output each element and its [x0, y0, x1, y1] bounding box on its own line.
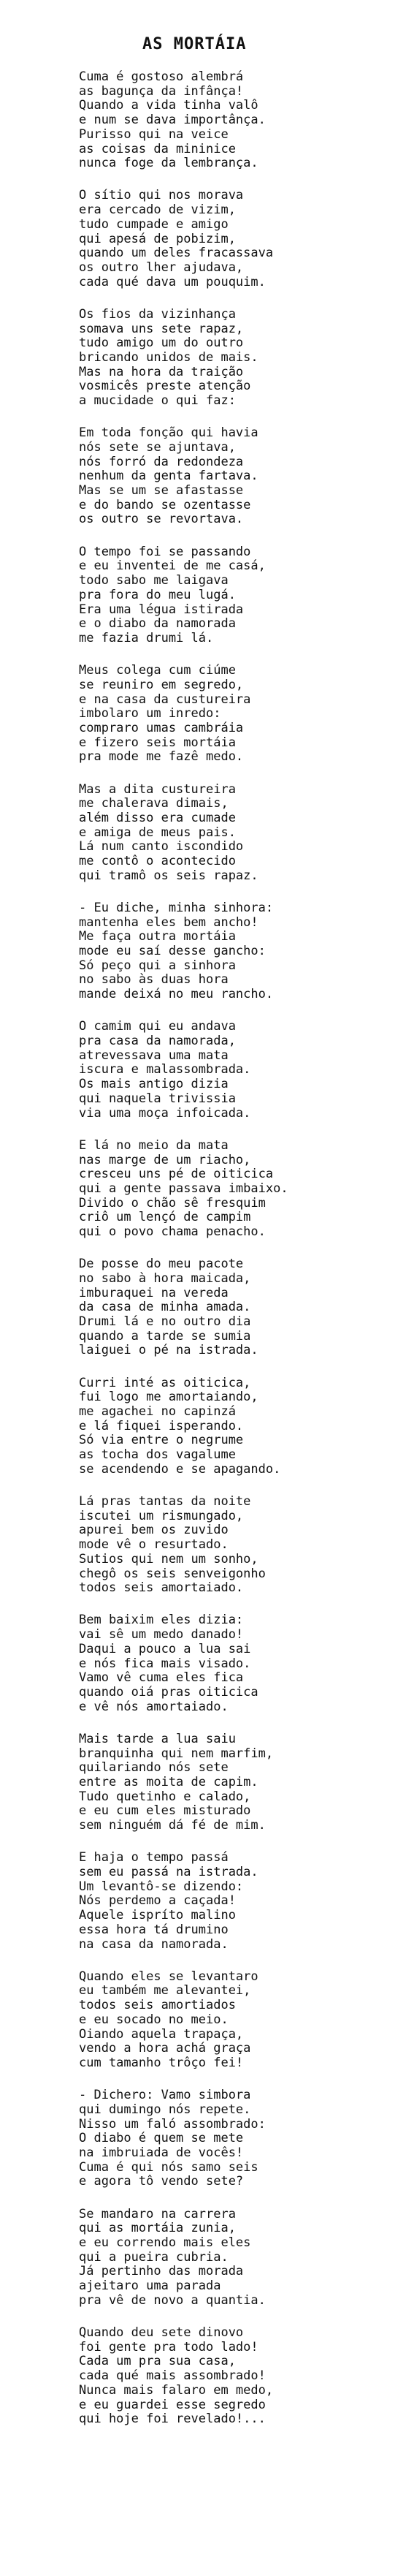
poem-line: Era uma légua istirada: [79, 602, 244, 617]
poem-line: Bem baixim eles dizia:: [79, 1613, 244, 1628]
poem-line: Os mais antigo dizia: [79, 1077, 229, 1092]
poem-line: eu também me alevantei,: [79, 1983, 251, 1999]
poem-line: e do bando se ozentasse: [79, 497, 251, 512]
poem-line: fui logo me amortaiando,: [79, 1390, 258, 1405]
poem-line: cada qué mais assombrado!: [79, 2368, 266, 2384]
poem-line: laiguei o pé na istrada.: [79, 1343, 258, 1358]
poem-line: iscutei um rismungado,: [79, 1508, 244, 1523]
poem-line: iscura e malassombrada.: [79, 1062, 251, 1077]
poem-line: Meus colega cum ciúme: [79, 663, 236, 678]
poem-line: somava uns sete rapaz,: [79, 321, 244, 336]
stanza: [79, 1613, 400, 1714]
poem-line: - Dichero: Vamo simbora: [79, 2088, 251, 2103]
poem-line: atrevessava uma mata: [79, 1048, 229, 1063]
poem-line: se acendendo e se apagando.: [79, 1461, 281, 1477]
poem-line: Sutios qui nem um sonho,: [79, 1551, 258, 1567]
poem-line: qui apesá de pobizim,: [79, 231, 236, 246]
poem-line: pra mode me fazê medo.: [79, 749, 244, 765]
poem-line: Nisso um faló assombrado:: [79, 2116, 266, 2132]
poem-line: Os fios da vizinhança: [79, 306, 236, 322]
poem-line: na imbruiada de vocês!: [79, 2145, 244, 2160]
poem-line: O tempo foi se passando: [79, 544, 251, 559]
poem-line: qui hoje foi revelado!...: [79, 2412, 266, 2427]
poem-line: entre as moita de capim.: [79, 1775, 258, 1790]
poem-line: Nós perdemo a caçada!: [79, 1893, 236, 1909]
poem-line: Quando deu sete dinovo: [79, 2325, 244, 2341]
poem-line: e o diabo da namorada: [79, 616, 236, 632]
poem-line: vendo a hora achá graça: [79, 2041, 251, 2056]
stanza: [79, 1495, 400, 1596]
poem-line: tudo amigo um do outro: [79, 336, 244, 351]
stanza: [79, 783, 400, 884]
poem-line: Quando a vida tinha valô: [79, 98, 258, 113]
poem-line: cum tamanho trôço fei!: [79, 2055, 244, 2070]
poem-line: me agachei no capinzá: [79, 1404, 236, 1420]
poem-line: compraro umas cambráia: [79, 720, 244, 735]
stanza: [79, 1020, 400, 1121]
poem-line: Divido o chão sê fresquim: [79, 1195, 266, 1211]
poem-line: Daqui a pouco a lua sai: [79, 1641, 251, 1656]
poem-line: na casa da namorada.: [79, 1936, 229, 1952]
poem-line: pra vê de novo a quantia.: [79, 2292, 266, 2308]
poem-line: e eu guardei esse segredo: [79, 2397, 266, 2412]
poem-line: Mas a dita custureira: [79, 781, 236, 797]
poem-line: Nunca mais falaro em medo,: [79, 2382, 274, 2398]
poem-line: Purisso qui na veice: [79, 126, 229, 142]
poem-line: além disso era cumade: [79, 810, 236, 825]
stanza: [79, 189, 400, 289]
poem-line: sem eu passá na istrada.: [79, 1865, 258, 1880]
poem-line: vai sê um medo danado!: [79, 1627, 244, 1643]
poem-line: e fizero seis mortáia: [79, 735, 236, 750]
poem-line: era cercado de vizim,: [79, 202, 236, 218]
poem-line: e amiga de meus pais.: [79, 825, 236, 840]
poem-line: Me faça outra mortáia: [79, 929, 236, 944]
stanza: [79, 1257, 400, 1358]
poem-body: [79, 70, 400, 2444]
poem-line: as tocha dos vagalume: [79, 1447, 236, 1463]
poem-line: Lá num canto iscondido: [79, 839, 244, 855]
poem-line: O camim qui eu andava: [79, 1019, 236, 1034]
stanza: [79, 1376, 400, 1477]
poem-line: qui o povo chama penacho.: [79, 1224, 266, 1240]
poem-line: Só via entre o negrume: [79, 1433, 244, 1448]
poem-line: Aquele ispríto malino: [79, 1908, 236, 1923]
poem-line: via uma moça infoicada.: [79, 1105, 251, 1121]
poem-line: E lá no meio da mata: [79, 1137, 229, 1153]
poem-line: as bagunça da infânça!: [79, 83, 244, 99]
poem-line: quando oiá pras oiticica: [79, 1685, 258, 1700]
stanza: [79, 2326, 400, 2427]
stanza: [79, 2088, 400, 2189]
poem-line: a mucidade o qui faz:: [79, 393, 236, 409]
poem-line: vosmicês preste atenção: [79, 379, 251, 394]
poem-line: ajeitaro uma parada: [79, 2278, 221, 2294]
poem-line: os outro se revortava.: [79, 512, 244, 527]
poem-line: Lá pras tantas da noite: [79, 1494, 251, 1509]
stanza: [79, 1851, 400, 1952]
poem-line: foi gente pra todo lado!: [79, 2339, 258, 2355]
stanza: [79, 70, 400, 171]
poem-line: Um levantô-se dizendo:: [79, 1879, 244, 1894]
poem-line: todos seis amortiados: [79, 1998, 236, 2013]
poem-line: pra casa da namorada,: [79, 1034, 236, 1049]
stanza: [79, 1970, 400, 2071]
poem-line: quando um deles fracassava: [79, 246, 274, 261]
poem-line: e lá fiquei isperando.: [79, 1418, 244, 1433]
poem-line: O diabo é quem se mete: [79, 2131, 244, 2146]
stanza: [79, 664, 400, 765]
poem-line: pra fora do meu lugá.: [79, 587, 236, 602]
poem-line: e nós fica mais visado.: [79, 1656, 251, 1671]
poem-line: e num se dava importânça.: [79, 113, 266, 128]
poem-title: AS MORTÁIA: [142, 35, 247, 53]
poem-line: no sabo à hora maicada,: [79, 1270, 251, 1286]
poem-line: todos seis amortaiado.: [79, 1580, 244, 1596]
poem-line: Quando eles se levantaro: [79, 1969, 258, 1984]
poem-line: qui naquela trivissia: [79, 1091, 236, 1106]
poem-line: no sabo às duas hora: [79, 972, 229, 988]
poem-line: Drumi lá e no outro dia: [79, 1314, 251, 1330]
stanza: [79, 426, 400, 527]
stanza: [79, 1139, 400, 1240]
poem-line: quilariando nós sete: [79, 1760, 229, 1776]
poem-line: mantenha eles bem ancho!: [79, 914, 258, 930]
poem-line: e eu inventei de me casá,: [79, 558, 266, 574]
stanza: [79, 308, 400, 409]
poem-line: os outro lher ajudava,: [79, 260, 244, 275]
poem-line: e agora tô vendo sete?: [79, 2174, 244, 2189]
poem-line: Só peço qui a sinhora: [79, 958, 236, 973]
poem-line: Mas se um se afastasse: [79, 483, 244, 499]
poem-line: nas marge de um riacho,: [79, 1152, 251, 1167]
poem-line: qui as mortáia zunia,: [79, 2221, 236, 2236]
poem-line: - Eu diche, minha sinhora:: [79, 900, 274, 915]
stanza: [79, 545, 400, 646]
poem-line: Cuma é gostoso alembrá: [79, 69, 244, 84]
poem-line: e eu cum eles misturado: [79, 1803, 251, 1819]
poem-line: criô um lençó de campim: [79, 1210, 251, 1225]
poem-line: Tudo quetinho e calado,: [79, 1789, 251, 1804]
poem-line: se reuniro em segredo,: [79, 677, 244, 692]
poem-line: chegô os seis senveigonho: [79, 1566, 266, 1581]
poem-line: nós forró da redondeza: [79, 454, 244, 469]
stanza: [79, 2208, 400, 2308]
stanza: [79, 901, 400, 1002]
poem-line: e eu correndo mais eles: [79, 2235, 251, 2250]
poem-line: as coisas da mininice: [79, 141, 236, 156]
poem-line: Cuma é qui nós samo seis: [79, 2159, 258, 2175]
poem-line: bricando unidos de mais.: [79, 349, 258, 365]
poem-line: Curri inté as oiticica,: [79, 1375, 251, 1390]
poem-line: qui tramô os seis rapaz.: [79, 868, 258, 883]
poem-line: mode eu saí desse gancho:: [79, 944, 266, 959]
poem-line: e na casa da custureira: [79, 692, 251, 707]
poem-line: mode vê o resurtado.: [79, 1537, 229, 1553]
poem-line: quando a tarde se sumia: [79, 1328, 251, 1344]
poem-line: e eu socado no meio.: [79, 2012, 229, 2027]
poem-line: De posse do meu pacote: [79, 1257, 244, 1272]
poem-line: nenhum da genta fartava.: [79, 469, 258, 484]
poem-line: da casa de minha amada.: [79, 1300, 251, 1315]
poem-line: branquinha qui nem marfim,: [79, 1746, 274, 1761]
poem-line: Cada um pra sua casa,: [79, 2354, 236, 2369]
poem-line: tudo cumpade e amigo: [79, 216, 229, 232]
poem-line: Mas na hora da traição: [79, 364, 244, 379]
poem-line: cada qué dava um pouquim.: [79, 274, 266, 289]
poem-line: qui dumingo nós repete.: [79, 2102, 251, 2117]
poem-line: me contô o acontecido: [79, 854, 236, 869]
poem-line: apurei bem os zuvido: [79, 1523, 229, 1538]
stanza: [79, 1732, 400, 1833]
poem-line: Em toda fonção qui havia: [79, 425, 258, 441]
poem-line: O sítio qui nos morava: [79, 188, 244, 203]
poem-line: nós sete se ajuntava,: [79, 439, 236, 455]
poem-line: nunca foge da lembrança.: [79, 156, 258, 171]
poem-line: imbolaro um inredo:: [79, 706, 221, 721]
poem-line: qui a pueira cubria.: [79, 2249, 229, 2265]
poem-line: Já pertinho das morada: [79, 2264, 244, 2279]
poem-line: me fazia drumi lá.: [79, 630, 214, 645]
poem-line: cresceu uns pé de oiticica: [79, 1167, 274, 1182]
poem-line: Oiando aquela trapaça,: [79, 2026, 244, 2042]
poem-line: me chalerava dimais,: [79, 796, 229, 811]
poem-line: Vamo vê cuma eles fica: [79, 1670, 244, 1686]
poem-line: imburaquei na vereda: [79, 1285, 229, 1300]
poem-line: sem ninguém dá fé de mim.: [79, 1818, 266, 1833]
poem-line: Se mandaro na carrera: [79, 2206, 236, 2221]
poem-line: essa hora tá drumino: [79, 1922, 229, 1937]
poem-line: todo sabo me laigava: [79, 573, 229, 588]
poem-line: e vê nós amortaiado.: [79, 1699, 229, 1714]
poem-line: E haja o tempo passá: [79, 1850, 229, 1865]
poem-line: Mais tarde a lua saiu: [79, 1731, 236, 1746]
poem-line: mande deixá no meu rancho.: [79, 987, 274, 1002]
poem-line: qui a gente passava imbaixo.: [79, 1181, 288, 1196]
